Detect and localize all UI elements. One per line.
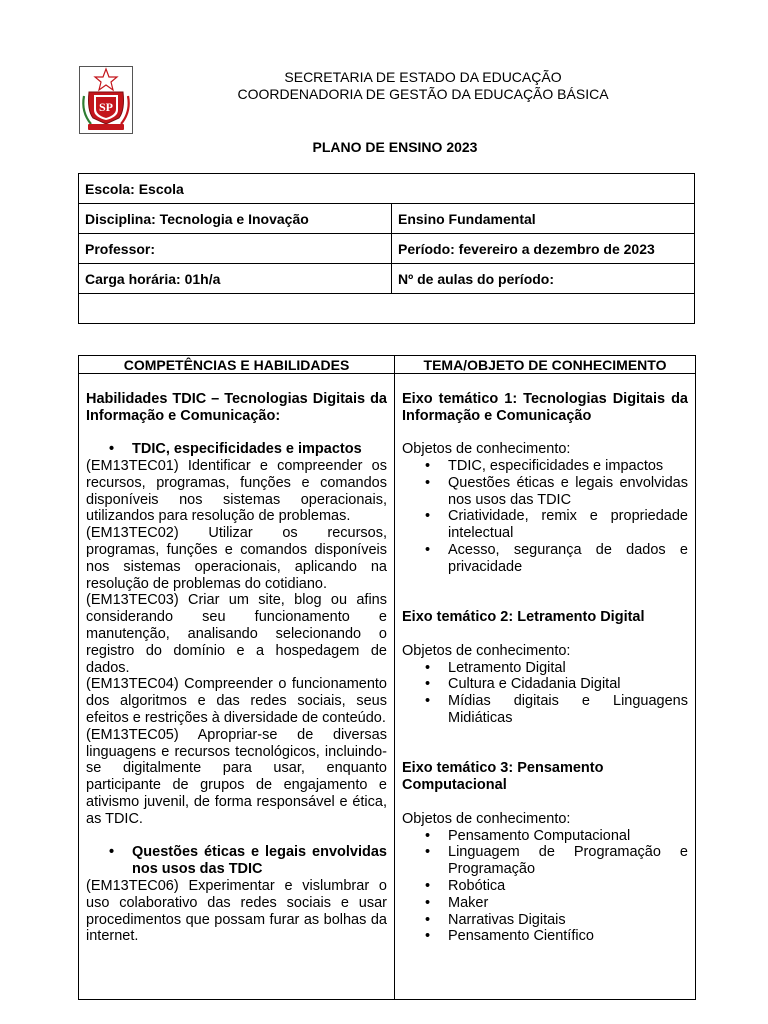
list-item: • Mídias digitais e Linguagens Midiáticas <box>402 693 688 727</box>
list-item: • Pensamento Científico <box>402 928 688 945</box>
professor-cell: Professor: <box>79 234 392 264</box>
header-line-secretaria: SECRETARIA DE ESTADO DA EDUCAÇÃO <box>284 69 562 85</box>
eixo-tematico-3: Eixo temático 3: Pensamento Computacional <box>402 760 604 794</box>
habilidades-heading: Habilidades TDIC – Tecnologias Digitais da Informação e Comunicação: <box>86 390 387 424</box>
skill-em13tec06: (EM13TEC06) Experimentar e vislumbrar o uso colaborativo das redes sociais e usar procedimentos que possam furar as bolhas da internet. <box>86 877 387 945</box>
skill-em13tec02: (EM13TEC02) Utilizar os recursos, programas, funções e comandos disponíveis nos sistemas operacionais, aplicando na resolução de problemas do cotidiano. <box>86 525 387 592</box>
header-line-coordenadoria: COORDENADORIA DE GESTÃO DA EDUCAÇÃO BÁSICA <box>237 86 609 102</box>
col-header-competencias: COMPETÊNCIAS E HABILIDADES <box>79 356 395 374</box>
skill-em13tec04: (EM13TEC04) Compreender o funcionamento dos algoritmos e das redes sociais, seus efeitos e restrições à diversidade de conteúdo. <box>86 676 387 726</box>
list-item: • Letramento Digital <box>402 660 688 677</box>
info-row-escola <box>79 174 695 204</box>
list-item: • Criatividade, remix e propriedade intelectual <box>402 508 688 542</box>
institution-header <box>150 69 696 103</box>
logo-monogram: SP <box>98 100 114 114</box>
skill-em13tec01: (EM13TEC01) Identificar e compreender os recursos, programas, funções e comandos disponíveis nos sistemas operacionais, utilizandos para resolução de problemas. <box>86 457 387 525</box>
bullet-tdic-especificidades: • TDIC, especificidades e impactos <box>86 441 387 458</box>
info-row-empty <box>79 294 695 324</box>
periodo-cell: Período: fevereiro a dezembro de 2023 <box>392 234 695 264</box>
list-item: • Maker <box>402 895 688 912</box>
empty-cell <box>79 294 695 324</box>
eixo-tematico-1: Eixo temático 1: Tecnologias Digitais da Informação e Comunicação <box>402 390 688 424</box>
carga-horaria-cell: Carga horária: 01h/a <box>79 264 392 294</box>
info-row-professor <box>79 234 695 264</box>
objetos-label-3: Objetos de conhecimento: <box>402 810 571 827</box>
info-row-carga <box>79 264 695 294</box>
list-item: • Acesso, segurança de dados e privacidade <box>402 542 688 576</box>
school-info-table <box>78 173 695 324</box>
skill-em13tec05: (EM13TEC05) Apropriar-se de diversas linguagens e recursos tecnológicos, incluindo-se digitalmente para usar, enquanto participante de grupos de engajamento e ativismo juvenil, de forma responsável e ética, as TDIC. <box>86 726 387 827</box>
tema-cell <box>395 374 696 1000</box>
list-item: • Pensamento Computacional <box>402 828 688 845</box>
competencies-table <box>78 355 696 1000</box>
table-header-row <box>79 356 696 374</box>
ensino-cell: Ensino Fundamental <box>392 204 695 234</box>
objetos-label-1: Objetos de conhecimento: <box>402 441 571 458</box>
disciplina-cell: Disciplina: Tecnologia e Inovação <box>79 204 392 234</box>
skill-em13tec03: (EM13TEC03) Criar um site, blog ou afins considerando seu funcionamento e manutenção, analisando selecionando o registro do domínio e a hospedagem de dados. <box>86 592 387 676</box>
eixo-tematico-2: Eixo temático 2: Letramento Digital <box>402 609 645 626</box>
coat-of-arms-icon <box>79 66 133 134</box>
page-title: PLANO DE ENSINO 2023 <box>312 139 478 155</box>
objetos-label-2: Objetos de conhecimento: <box>402 642 571 659</box>
escola-cell: Escola: Escola <box>79 174 695 204</box>
list-item: • TDIC, especificidades e impactos <box>402 458 688 475</box>
list-item: • Narrativas Digitais <box>402 912 688 929</box>
numero-aulas-cell: Nº de aulas do período: <box>392 264 695 294</box>
sao-paulo-coat-of-arms-logo <box>79 66 133 134</box>
info-row-disciplina <box>79 204 695 234</box>
list-item: • Cultura e Cidadania Digital <box>402 676 688 693</box>
competencias-cell <box>79 374 395 1000</box>
table-body-row <box>79 374 696 1000</box>
list-item: • Questões éticas e legais envolvidas nos usos das TDIC <box>402 475 688 509</box>
list-item: • Linguagem de Programação e Programação <box>402 844 688 878</box>
list-item: • Robótica <box>402 878 688 895</box>
col-header-tema: TEMA/OBJETO DE CONHECIMENTO <box>395 356 696 374</box>
bullet-questoes-eticas: • Questões éticas e legais envolvidas nos usos das TDIC <box>86 844 387 878</box>
